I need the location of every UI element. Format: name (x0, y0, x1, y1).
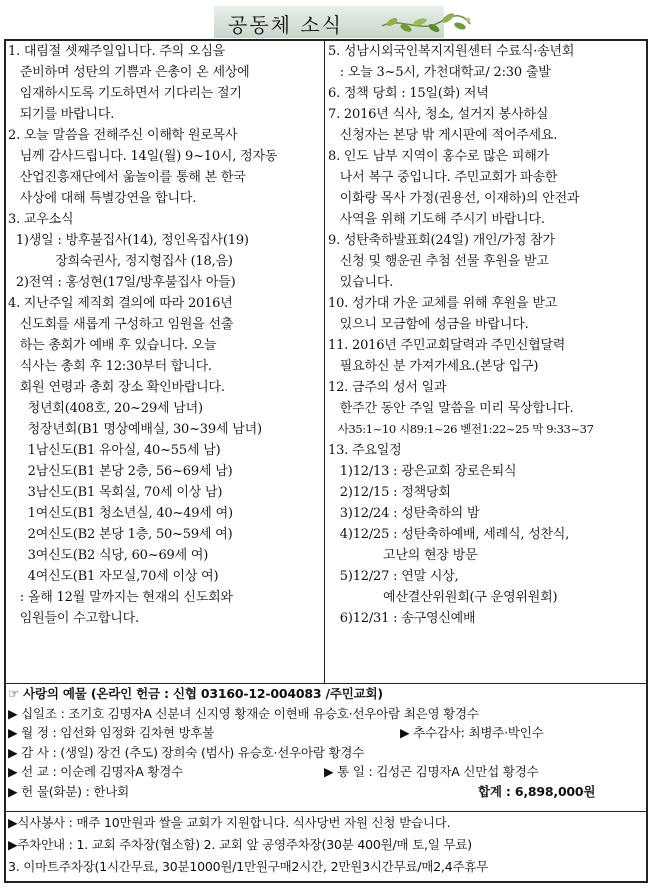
offering-unity: ▶ 통 일 : 김성곤 김명자A 신만섭 황경수 (324, 764, 539, 779)
left-column-line: 임원들이 수고합니다. (8, 611, 139, 626)
right-column-line: 필요하신 분 가져가세요.(본당 입구) (328, 359, 539, 374)
left-column-line: 장희숙권사, 정지형집사 (18,음) (8, 254, 233, 269)
right-column-line: 12. 금주의 성서 일과 (328, 380, 447, 395)
left-column-line: 1. 대림절 셋째주일입니다. 주의 오심을 (8, 44, 226, 59)
left-column-line: 1남신도(B1 유아실, 40~55세 남) (8, 443, 221, 458)
left-column-line: 1여신도(B1 청소년실, 40~49세 여) (8, 506, 233, 521)
offering-total: 합계 : 6,898,000원 (478, 783, 596, 799)
left-column-line: 2여신도(B2 본당 1층, 50~59세 여) (8, 527, 233, 542)
footer-section (8, 812, 644, 878)
right-column-line: 8. 인도 남부 지역이 홍수로 많은 피해가 (328, 149, 549, 164)
left-column (8, 41, 324, 629)
left-column-line: 사상에 대해 특별강연을 합니다. (8, 191, 197, 206)
right-column-line: 1)12/13 : 광은교회 장로은퇴식 (328, 464, 517, 479)
left-column-line: 3여신도(B2 식당, 60~69세 여) (8, 548, 209, 563)
left-column-line: 준비하며 성탄의 기쁨과 은총이 온 세상에 (8, 65, 250, 80)
right-column-line: : 오늘 3~5시, 가천대학교/ 2:30 출발 (328, 65, 551, 80)
left-column-line: 청장년회(B1 명상예배실, 30~39세 남녀) (8, 422, 262, 437)
offering-flower: ▶ 헌 물(화분) : 한나회 (8, 783, 129, 799)
offering-heading: ☞ 사랑의 예물 (온라인 헌금 : 신협 03160-12-004083 /주민교회) (8, 686, 383, 701)
right-column-line: 예산결산위원회(구 운영위원회) (328, 590, 558, 605)
footer-parking-2: 3. 이마트주차장(1시간무료, 30분1000원/1만원구매2시간, 2만원3시간무료/매2,4주휴무 (8, 859, 489, 874)
right-column-line: 한주간 동안 주일 말씀을 미리 묵상합니다. (328, 401, 574, 416)
left-column-line: 4여신도(B1 자모실,70세 이상 여) (8, 569, 219, 584)
offering-thanks: ▶ 감 사 : (생일) 장건 (추도) 장희숙 (범사) 유승호·선우아람 황경수 (8, 744, 365, 760)
offering-harvest: ▶ 추수감사: 최병주·박인수 (400, 725, 544, 740)
right-column-line: 5. 성남시외국인복지지원센터 수료식·송년회 (328, 44, 575, 59)
left-column-line: 산업진흥재단에서 욺놀이를 통해 본 한국 (8, 170, 246, 185)
right-column-line: 10. 성가대 가운 교체를 위해 후원을 받고 (328, 296, 558, 311)
right-column-line: 9. 성탄축하발표회(24일) 개인/가정 참가 (328, 233, 555, 248)
left-column-line: 2. 오늘 말씀을 전해주신 이해학 원로목사 (8, 128, 238, 143)
header (0, 0, 652, 40)
right-column-line: 사35:1~10 시89:1~26 벧전1:22~25 막 9:33~37 (328, 422, 594, 436)
right-column-line: 고난의 현장 방문 (328, 548, 478, 563)
left-column-line: 되기를 바랍니다. (8, 107, 115, 122)
right-column-line: 6)12/31 : 송구영신예배 (328, 611, 476, 626)
left-column-line: 신도회를 새롭게 구성하고 임원을 선출 (8, 317, 234, 332)
left-column-line: 2)전역 : 홍성현(17일/방후불집사 아들) (8, 275, 236, 290)
footer-parking: ▶주차안내 : 1. 교회 주차장(협소함) 2. 교회 앞 공영주차장(30분 400원/매 토,일 무료) (8, 837, 472, 852)
right-column-line: 3)12/24 : 성탄축하의 밤 (328, 506, 480, 521)
offering-flower-row (8, 782, 644, 802)
column-divider (324, 41, 325, 683)
right-column-line: 사역을 위해 기도해 주시기 바랍니다. (328, 212, 545, 227)
right-column (328, 41, 646, 629)
left-column-line: 식사는 총회 후 12:30부터 합니다. (8, 359, 212, 374)
offering-monthly-row (8, 723, 644, 743)
right-column-line: 있습니다. (328, 275, 394, 290)
offering-monthly: ▶ 월 정 : 임선화 임정화 김차현 방후불 (8, 725, 215, 740)
left-column-line: 임재하시도록 기도하면서 기다리는 절기 (8, 86, 242, 101)
right-column-line: 이화랑 목사 가정(권용선, 이재하)의 안전과 (328, 191, 580, 206)
right-column-line: 신청 및 행운권 추첨 선물 후원을 받고 (328, 254, 549, 269)
right-column-line: 있으니 모금함에 성금을 바랍니다. (328, 317, 529, 332)
left-column-line: 1)생일 : 방후불집사(14), 정인옥집사(19) (8, 233, 249, 248)
left-column-line: 2남신도(B1 본당 2층, 56~69세 남) (8, 464, 233, 479)
right-column-line: 2)12/15 : 정책당회 (328, 485, 451, 500)
right-column-line: 6. 정책 당회 : 15일(화) 저녁 (328, 86, 489, 101)
right-column-line: 4)12/25 : 성탄축하예배, 세례식, 성찬식, (328, 527, 570, 542)
vine-decoration-icon (380, 8, 472, 38)
offering-section (8, 684, 644, 801)
left-column-line: 님께 감사드립니다. 14일(월) 9~10시, 정자동 (8, 149, 278, 164)
offering-mission: ▶ 선 교 : 이순례 김명자A 황경수 (8, 764, 184, 779)
footer-meal: ▶식사봉사 : 매주 10만원과 쌀을 교회가 지원합니다. 식사당번 자원 신청 받습니다. (8, 815, 451, 830)
left-column-line: 3남신도(B1 목회실, 70세 이상 남) (8, 485, 223, 500)
left-column-line: 청년회(408호, 20~29세 남녀) (8, 401, 203, 416)
right-column-line: 나서 복구 중입니다. 주민교회가 파송한 (328, 170, 558, 185)
right-column-line: 5)12/27 : 연말 시상, (328, 569, 459, 584)
left-column-line: 3. 교우소식 (8, 212, 74, 227)
left-column-line: 하는 총회가 예배 후 있습니다. 오늘 (8, 338, 217, 353)
right-column-line: 7. 2016년 식사, 청소, 설거지 봉사하실 (328, 107, 549, 122)
left-column-line: 4. 지난주일 제직회 결의에 따라 2016년 (8, 296, 233, 311)
right-column-line: 13. 주요일정 (328, 443, 402, 458)
page-title: 공동체 소식 (228, 13, 343, 37)
right-column-line: 신청자는 본당 밖 게시판에 적어주세요. (328, 128, 558, 143)
offering-mission-row (8, 762, 644, 782)
left-column-line: 회원 연령과 총회 장소 확인바랍니다. (8, 380, 225, 395)
offering-tithe: ▶ 십일조 : 조기호 김명자A 신분녀 신지영 황재순 이현배 유승호·선우아람 최은영 황경수 (8, 705, 479, 721)
right-column-line: 11. 2016년 주민교회달력과 주민신협달력 (328, 338, 566, 353)
left-column-line: : 올해 12월 말까지는 현재의 신도회와 (8, 590, 233, 605)
